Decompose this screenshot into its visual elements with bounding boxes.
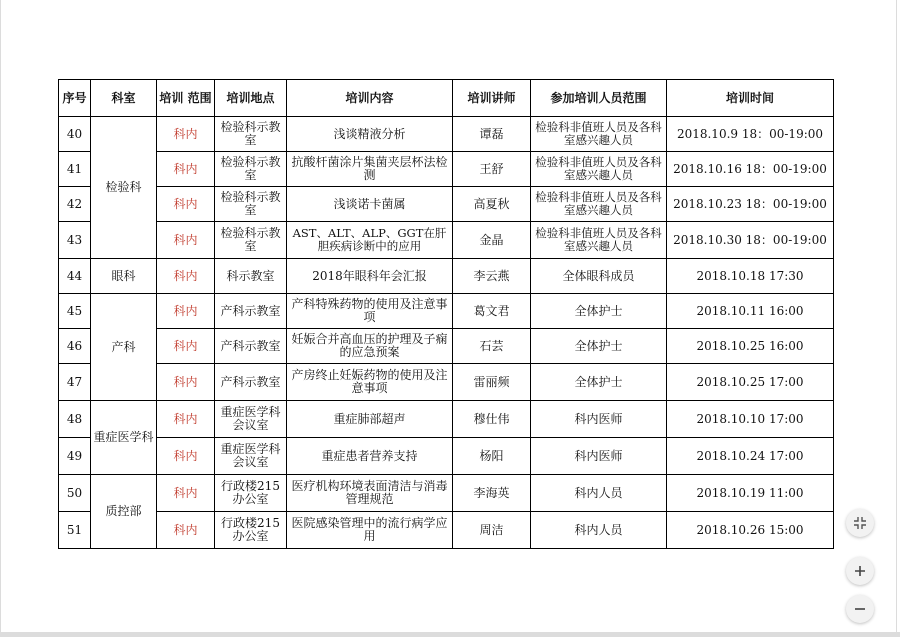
cell-time: 2018.10.18 17:30 <box>667 259 834 294</box>
cell-attendees: 检验科非值班人员及各科室感兴趣人员 <box>531 187 667 222</box>
cell-lecturer: 葛文君 <box>453 294 531 329</box>
page-edge-bottom <box>0 632 900 637</box>
cell-no: 46 <box>59 329 91 364</box>
cell-no: 50 <box>59 475 91 512</box>
cell-location: 产科示教室 <box>215 364 287 401</box>
cell-no: 44 <box>59 259 91 294</box>
cell-no: 47 <box>59 364 91 401</box>
cell-scope: 科内 <box>157 294 215 329</box>
cell-no: 45 <box>59 294 91 329</box>
cell-content: 医疗机构环境表面清洁与消毒管理规范 <box>287 475 453 512</box>
header-lecturer: 培训讲师 <box>453 80 531 117</box>
zoom-in-icon <box>854 565 866 577</box>
page-edge-right <box>896 0 897 637</box>
cell-time: 2018.10.19 11:00 <box>667 475 834 512</box>
table-row <box>59 401 834 438</box>
cell-attendees: 检验科非值班人员及各科室感兴趣人员 <box>531 117 667 152</box>
cell-attendees: 检验科非值班人员及各科室感兴趣人员 <box>531 152 667 187</box>
cell-attendees: 全体眼科成员 <box>531 259 667 294</box>
cell-content: 抗酸杆菌涂片集菌夹层杯法检测 <box>287 152 453 187</box>
cell-dept: 重症医学科 <box>91 401 157 475</box>
table-row <box>59 187 834 222</box>
cell-no: 43 <box>59 222 91 259</box>
cell-content: 妊娠合并高血压的护理及子痫的应急预案 <box>287 329 453 364</box>
cell-attendees: 全体护士 <box>531 329 667 364</box>
cell-scope: 科内 <box>157 187 215 222</box>
header-location: 培训地点 <box>215 80 287 117</box>
cell-dept: 眼科 <box>91 259 157 294</box>
cell-content: 2018年眼科年会汇报 <box>287 259 453 294</box>
cell-content: 医院感染管理中的流行病学应用 <box>287 512 453 549</box>
cell-time: 2018.10.25 16:00 <box>667 329 834 364</box>
cell-scope: 科内 <box>157 329 215 364</box>
table-row <box>59 364 834 401</box>
cell-scope: 科内 <box>157 401 215 438</box>
table-row <box>59 512 834 549</box>
cell-location: 重症医学科会议室 <box>215 401 287 438</box>
header-time: 培训时间 <box>667 80 834 117</box>
cell-lecturer: 杨阳 <box>453 438 531 475</box>
cell-location: 检验科示教室 <box>215 152 287 187</box>
cell-content: 产科特殊药物的使用及注意事项 <box>287 294 453 329</box>
cell-no: 49 <box>59 438 91 475</box>
cell-lecturer: 雷丽频 <box>453 364 531 401</box>
cell-attendees: 检验科非值班人员及各科室感兴趣人员 <box>531 222 667 259</box>
table-row <box>59 294 834 329</box>
cell-attendees: 科内医师 <box>531 401 667 438</box>
cell-scope: 科内 <box>157 364 215 401</box>
table-header-row <box>59 80 834 117</box>
cell-lecturer: 穆仕伟 <box>453 401 531 438</box>
cell-location: 行政楼215办公室 <box>215 512 287 549</box>
training-schedule-table <box>58 79 834 549</box>
cell-attendees: 科内人员 <box>531 475 667 512</box>
table-row <box>59 222 834 259</box>
cell-scope: 科内 <box>157 259 215 294</box>
table-row <box>59 259 834 294</box>
cell-dept: 质控部 <box>91 475 157 549</box>
cell-attendees: 科内医师 <box>531 438 667 475</box>
cell-location: 重症医学科会议室 <box>215 438 287 475</box>
cell-lecturer: 李云燕 <box>453 259 531 294</box>
cell-time: 2018.10.11 16:00 <box>667 294 834 329</box>
cell-no: 42 <box>59 187 91 222</box>
cell-location: 检验科示教室 <box>215 187 287 222</box>
cell-content: 浅谈诺卡菌属 <box>287 187 453 222</box>
fit-page-button[interactable] <box>846 509 874 537</box>
cell-location: 产科示教室 <box>215 329 287 364</box>
table-row <box>59 329 834 364</box>
cell-content: 产房终止妊娠药物的使用及注意事项 <box>287 364 453 401</box>
cell-time: 2018.10.9 18：00-19:00 <box>667 117 834 152</box>
cell-no: 51 <box>59 512 91 549</box>
page-edge-left <box>0 0 1 637</box>
table-row <box>59 152 834 187</box>
cell-lecturer: 王舒 <box>453 152 531 187</box>
cell-time: 2018.10.24 17:00 <box>667 438 834 475</box>
header-attendees: 参加培训人员范围 <box>531 80 667 117</box>
cell-attendees: 科内人员 <box>531 512 667 549</box>
header-scope: 培训 范围 <box>157 80 215 117</box>
table-row <box>59 475 834 512</box>
cell-lecturer: 高夏秋 <box>453 187 531 222</box>
cell-dept: 产科 <box>91 294 157 401</box>
cell-time: 2018.10.25 17:00 <box>667 364 834 401</box>
cell-location: 检验科示教室 <box>215 222 287 259</box>
cell-lecturer: 周洁 <box>453 512 531 549</box>
cell-lecturer: 石芸 <box>453 329 531 364</box>
cell-no: 41 <box>59 152 91 187</box>
cell-content: 重症患者营养支持 <box>287 438 453 475</box>
cell-scope: 科内 <box>157 117 215 152</box>
cell-dept: 检验科 <box>91 117 157 259</box>
cell-content: 浅谈精液分析 <box>287 117 453 152</box>
table-row <box>59 117 834 152</box>
header-dept: 科室 <box>91 80 157 117</box>
header-content: 培训内容 <box>287 80 453 117</box>
zoom-in-button[interactable] <box>846 557 874 585</box>
cell-no: 48 <box>59 401 91 438</box>
fit-page-icon <box>853 516 867 530</box>
cell-time: 2018.10.26 15:00 <box>667 512 834 549</box>
header-no: 序号 <box>59 80 91 117</box>
cell-lecturer: 谭磊 <box>453 117 531 152</box>
cell-location: 产科示教室 <box>215 294 287 329</box>
cell-scope: 科内 <box>157 222 215 259</box>
cell-location: 行政楼215办公室 <box>215 475 287 512</box>
cell-content: AST、ALT、ALP、GGT在肝胆疾病诊断中的应用 <box>287 222 453 259</box>
cell-scope: 科内 <box>157 152 215 187</box>
cell-content: 重症肺部超声 <box>287 401 453 438</box>
table-row <box>59 438 834 475</box>
cell-scope: 科内 <box>157 512 215 549</box>
cell-location: 检验科示教室 <box>215 117 287 152</box>
zoom-out-icon <box>854 603 866 615</box>
cell-time: 2018.10.16 18：00-19:00 <box>667 152 834 187</box>
zoom-out-button[interactable] <box>846 595 874 623</box>
cell-time: 2018.10.23 18：00-19:00 <box>667 187 834 222</box>
cell-lecturer: 金晶 <box>453 222 531 259</box>
cell-time: 2018.10.10 17:00 <box>667 401 834 438</box>
cell-attendees: 全体护士 <box>531 364 667 401</box>
cell-time: 2018.10.30 18：00-19:00 <box>667 222 834 259</box>
cell-location: 科示教室 <box>215 259 287 294</box>
cell-lecturer: 李海英 <box>453 475 531 512</box>
cell-scope: 科内 <box>157 438 215 475</box>
cell-scope: 科内 <box>157 475 215 512</box>
cell-no: 40 <box>59 117 91 152</box>
cell-attendees: 全体护士 <box>531 294 667 329</box>
